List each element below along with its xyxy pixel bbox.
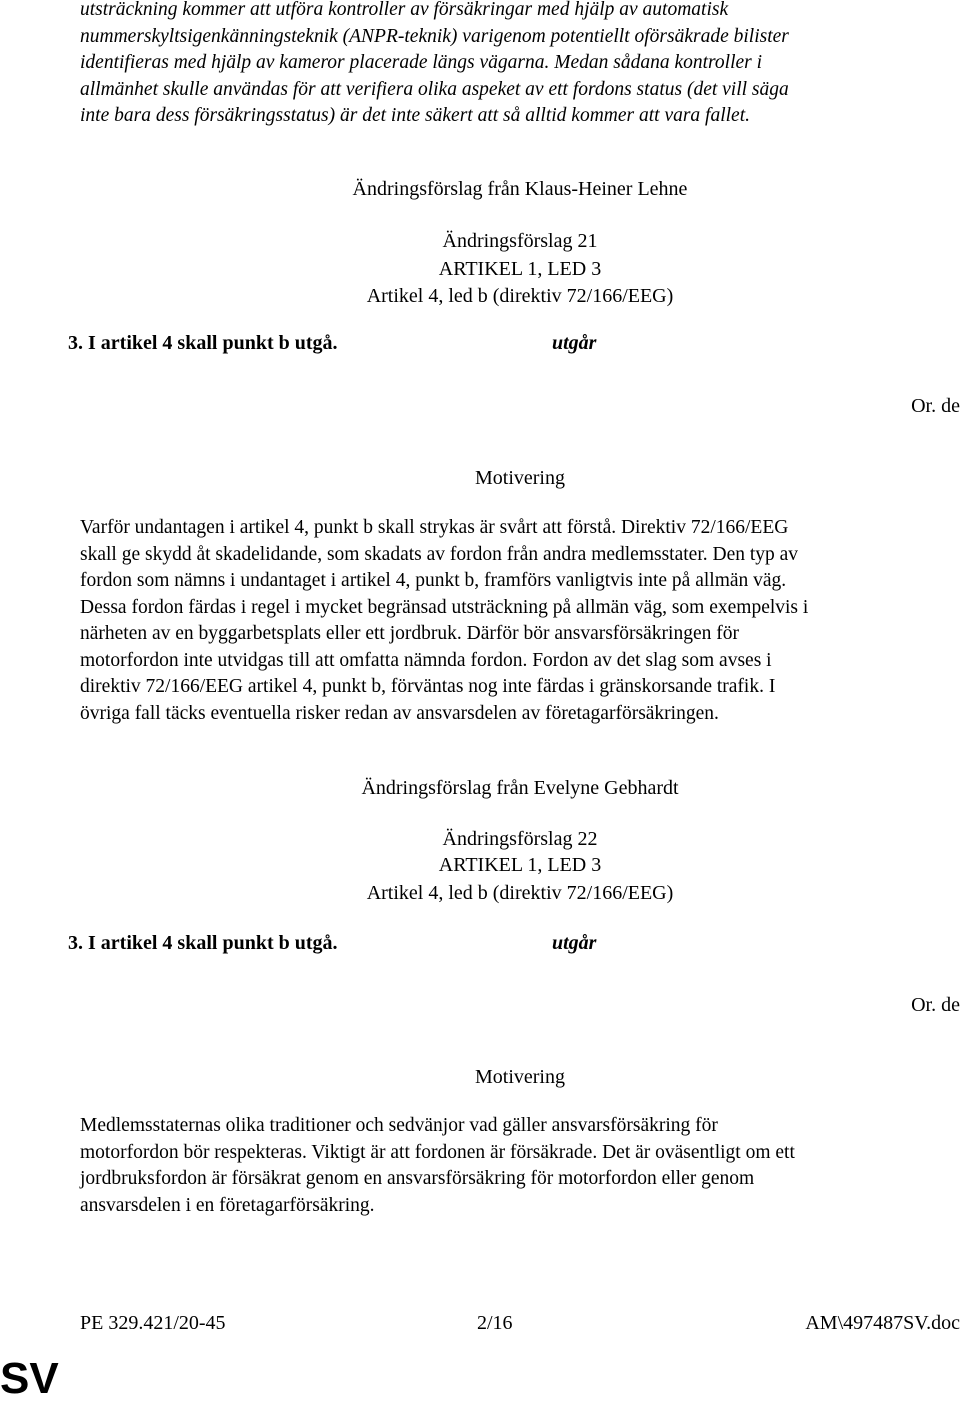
amendment-author: Ändringsförslag från Evelyne Gebhardt bbox=[361, 777, 679, 799]
original-language: Or. de bbox=[911, 395, 960, 417]
justification-line: Varför undantagen i artikel 4, punkt b skall strykas är svårt att förstå. Direktiv 72/166/EEG bbox=[80, 517, 789, 538]
justification-line: fordon som nämns i undantaget i artikel 4, punkt b, framförs vanligtvis inte på allmän väg. bbox=[80, 570, 787, 591]
justification-line: Dessa fordon färdas i regel i mycket begränsad utsträckning på allmän väg, som exempelvis i bbox=[80, 596, 809, 618]
amendment-author: Ändringsförslag från Klaus-Heiner Lehne bbox=[352, 178, 688, 200]
justification-line: skall ge skydd åt skadelidande, som skadats av fordon från andra medlemsstater. Den typ av bbox=[80, 543, 799, 565]
amendment-reference: Artikel 4, led b (direktiv 72/166/EEG) bbox=[366, 285, 674, 307]
intro-line: utsträckning kommer att utföra kontroller av försäkringar med hjälp av automatisk bbox=[80, 0, 729, 20]
amended-text: utgår bbox=[552, 932, 597, 954]
justification-line: ansvarsdelen i en företagarförsäkring. bbox=[80, 1194, 375, 1216]
justification-heading: Motivering bbox=[475, 467, 565, 489]
justification-text bbox=[80, 515, 960, 727]
intro-paragraph bbox=[80, 0, 960, 130]
justification-line: jordbruksfordon är försäkrat genom en ansvarsförsäkring för motorfordon eller genom bbox=[80, 1168, 755, 1189]
original-text: 3. I artikel 4 skall punkt b utgå. bbox=[68, 332, 338, 354]
intro-line: identifieras med hjälp av kameror placerade längs vägarna. Medan sådana kontroller i bbox=[80, 52, 763, 73]
justification-heading: Motivering bbox=[475, 1066, 565, 1088]
amendment-reference: Artikel 4, led b (direktiv 72/166/EEG) bbox=[366, 882, 674, 904]
amendment-article: ARTIKEL 1, LED 3 bbox=[438, 854, 602, 876]
amendment-number: Ändringsförslag 21 bbox=[442, 230, 598, 252]
intro-line: nummerskyltsigenkänningsteknik (ANPR-teknik) varigenom potentiellt oförsäkrade bilister bbox=[80, 25, 789, 47]
justification-line: motorfordon bör respekteras. Viktigt är att fordonen är försäkrade. Det är oväsentligt om ett bbox=[80, 1141, 795, 1163]
original-text: 3. I artikel 4 skall punkt b utgå. bbox=[68, 932, 338, 954]
amended-text: utgår bbox=[552, 332, 597, 354]
original-language: Or. de bbox=[911, 994, 960, 1016]
intro-line: allmänhet skulle användas för att verifiera olika aspeket av ett fordons status (det vill säga bbox=[80, 78, 789, 100]
intro-line: inte bara dess försäkringsstatus) är det inte säkert att så alltid kommer att vara fallet. bbox=[80, 105, 751, 126]
justification-line: motorfordon inte utvidgas till att omfatta nämnda fordon. Fordon av det slag som avses i bbox=[80, 649, 772, 671]
amendment-number: Ändringsförslag 22 bbox=[442, 828, 598, 850]
amendment-article: ARTIKEL 1, LED 3 bbox=[438, 258, 602, 280]
footer-document-name: AM\497487SV.doc bbox=[805, 1312, 960, 1334]
justification-text bbox=[80, 1113, 960, 1219]
footer-reference: PE 329.421/20-45 bbox=[80, 1312, 226, 1334]
footer-page-number: 2/16 bbox=[477, 1312, 513, 1334]
justification-line: övriga fall täcks eventuella risker redan av ansvarsdelen av företagarförsäkringen. bbox=[80, 702, 719, 724]
justification-line: närheten av en byggarbetsplats eller ett jordbruk. Därför bör ansvarsförsäkringen för bbox=[80, 623, 739, 644]
justification-line: Medlemsstaternas olika traditioner och sedvänjor vad gäller ansvarsförsäkring för bbox=[80, 1115, 718, 1136]
justification-line: direktiv 72/166/EEG artikel 4, punkt b, förväntas nog inte färdas i gränskorsande trafik. I bbox=[80, 676, 776, 697]
language-code: SV bbox=[0, 1354, 59, 1403]
